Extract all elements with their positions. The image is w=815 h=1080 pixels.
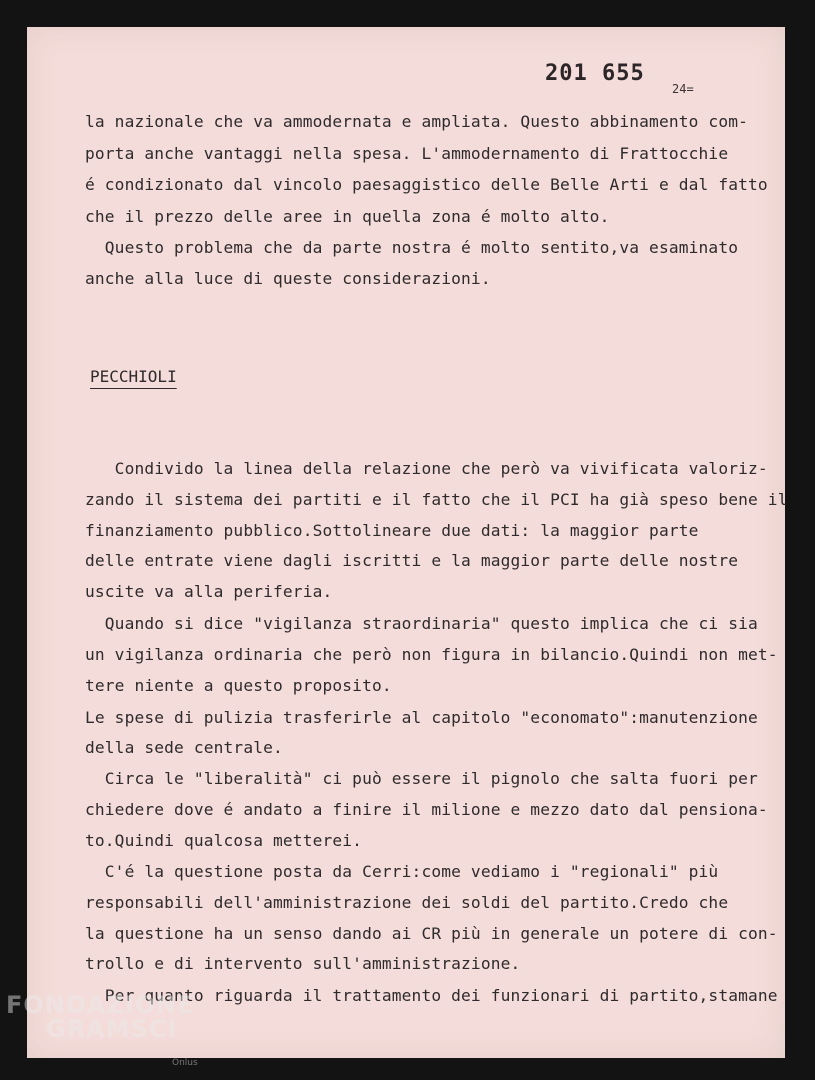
speaker-heading: PECCHIOLI bbox=[90, 367, 177, 386]
page-subnumber: 24= bbox=[672, 82, 694, 96]
watermark-line2: GRAMSCI bbox=[46, 1015, 178, 1043]
watermark-onlus: Onlus bbox=[172, 1058, 198, 1068]
text-line: anche alla luce di queste considerazioni. bbox=[85, 269, 491, 288]
text-line: Questo problema che da parte nostra é molto sentito,va esaminato bbox=[85, 238, 739, 257]
text-line: la questione ha un senso dando ai CR più in generale un potere di con- bbox=[85, 924, 778, 943]
text-line: uscite va alla periferia. bbox=[85, 582, 333, 601]
text-line: che il prezzo delle aree in quella zona é molto alto. bbox=[85, 207, 610, 226]
text-line: Quando si dice "vigilanza straordinaria" questo implica che ci sia bbox=[85, 614, 758, 633]
document-page bbox=[27, 27, 788, 1058]
fondazione-gramsci-watermark bbox=[6, 991, 198, 1068]
text-line: tere niente a questo proposito. bbox=[85, 676, 392, 695]
text-line: della sede centrale. bbox=[85, 738, 283, 757]
page-number-stamp: 201 655 bbox=[545, 61, 645, 86]
text-line: trollo e di intervento sull'amministrazione. bbox=[85, 954, 521, 973]
text-line: la nazionale che va ammodernata e ampliata. Questo abbinamento com- bbox=[85, 112, 749, 131]
watermark-line1: FONDAZIONE bbox=[6, 991, 195, 1019]
text-line: Le spese di pulizia trasferirle al capitolo "economato":manutenzione bbox=[85, 708, 758, 727]
text-line: Per quanto riguarda il trattamento dei funzionari di partito,stamane bbox=[85, 986, 778, 1005]
text-line: responsabili dell'amministrazione dei soldi del partito.Credo che bbox=[85, 893, 729, 912]
text-line: C'é la questione posta da Cerri:come vediamo i "regionali" più bbox=[85, 862, 719, 881]
text-line: Condivido la linea della relazione che però va vivificata valoriz- bbox=[85, 459, 768, 478]
text-line: Circa le "liberalità" ci può essere il pignolo che salta fuori per bbox=[85, 769, 758, 788]
text-line: delle entrate viene dagli iscritti e la maggior parte delle nostre bbox=[85, 551, 739, 570]
text-line: to.Quindi qualcosa metterei. bbox=[85, 831, 363, 850]
text-line: é condizionato dal vincolo paesaggistico delle Belle Arti e dal fatto bbox=[85, 175, 768, 194]
text-line: chiedere dove é andato a finire il milione e mezzo dato dal pensiona- bbox=[85, 800, 768, 819]
text-line: finanziamento pubblico.Sottolineare due dati: la maggior parte bbox=[85, 521, 699, 540]
text-line: zando il sistema dei partiti e il fatto che il PCI ha già speso bene il bbox=[85, 490, 788, 509]
text-line: un vigilanza ordinaria che però non figura in bilancio.Quindi non met- bbox=[85, 645, 778, 664]
text-line: porta anche vantaggi nella spesa. L'ammodernamento di Frattocchie bbox=[85, 144, 729, 163]
